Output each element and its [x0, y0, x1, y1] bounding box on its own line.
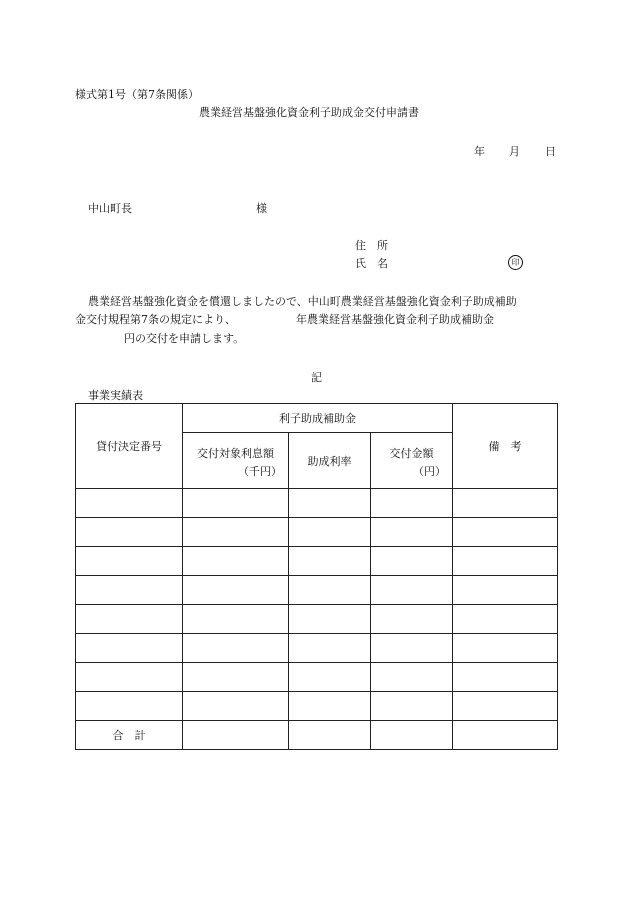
header-target-interest-unit: （千円）: [238, 465, 282, 478]
table-row: [76, 605, 558, 634]
table-row: [76, 489, 558, 518]
applicant-address-label: 住 所: [355, 239, 388, 252]
results-table: [75, 403, 558, 750]
date-day-label: 日: [545, 145, 556, 158]
body-line-3: 円の交付を申請します。: [124, 332, 245, 345]
form-number: 様式第1号（第7条関係）: [75, 88, 199, 101]
header-grant-amount: [371, 433, 453, 489]
total-row: [76, 721, 558, 750]
table-row: [76, 634, 558, 663]
header-subsidy-rate: 助成利率: [289, 433, 371, 489]
date-month-label: 月: [509, 145, 520, 158]
header-loan-number: 貸付決定番号: [76, 404, 183, 489]
seal-mark: 印: [508, 255, 523, 270]
total-label: 合 計: [76, 721, 183, 750]
header-interest-subsidy: 利子助成補助金: [183, 404, 453, 433]
body-line-2a: 金交付規程第7条の規定により、: [75, 313, 236, 326]
date-year-label: 年: [474, 145, 485, 158]
table-row: [76, 692, 558, 721]
ki-heading: 記: [311, 371, 322, 384]
header-target-interest-label: 交付対象利息額: [197, 447, 274, 460]
addressee-name: 中山町長: [88, 202, 132, 215]
table-row: [76, 663, 558, 692]
body-line-1: 農業経営基盤強化資金を償還しましたので、中山町農業経営基盤強化資金利子助成補助: [88, 295, 517, 308]
header-grant-amount-unit: （円）: [413, 465, 446, 478]
body-line-2b: 年農業経営基盤強化資金利子助成補助金: [296, 313, 494, 326]
table-row: [76, 547, 558, 576]
header-grant-amount-label: 交付金額: [389, 447, 434, 460]
applicant-name-label: 氏 名: [355, 257, 388, 270]
table-row: [76, 576, 558, 605]
document-title: 農業経営基盤強化資金利子助成金交付申請書: [199, 106, 419, 119]
addressee-honorific: 様: [256, 202, 267, 215]
header-target-interest: [183, 433, 289, 489]
header-remarks: 備 考: [453, 404, 558, 489]
table-title: 事業実績表: [88, 389, 143, 402]
table-row: [76, 518, 558, 547]
